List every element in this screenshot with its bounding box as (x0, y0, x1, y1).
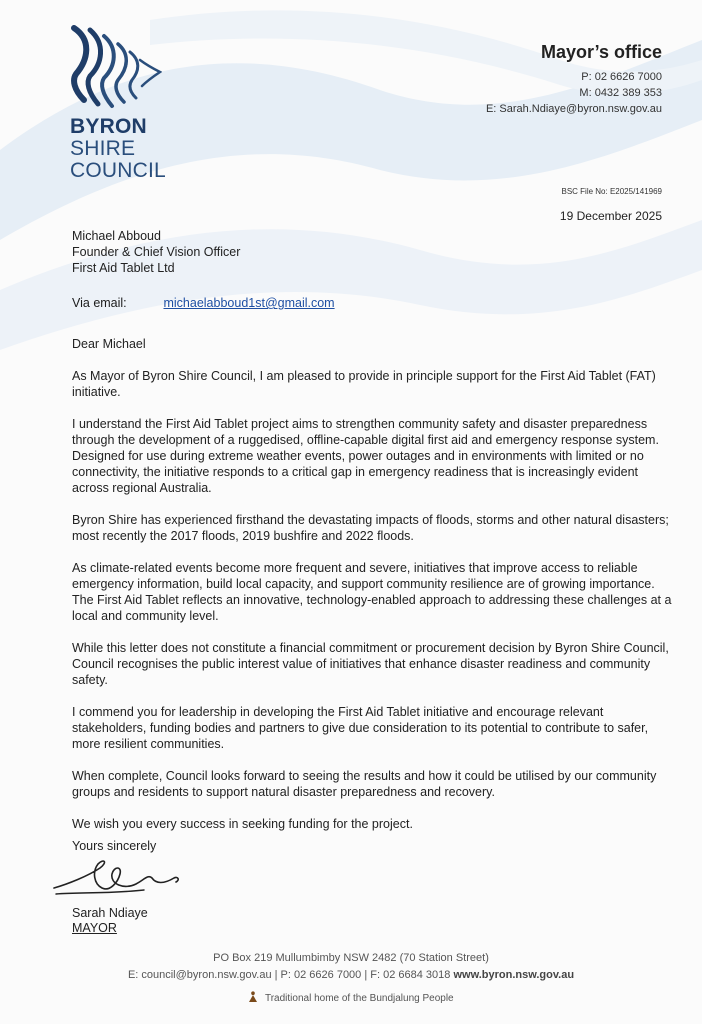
logo-line-1: BYRON (70, 115, 147, 138)
letter-date: 19 December 2025 (559, 209, 662, 223)
paragraph-6: I commend you for leadership in developing the First Aid Tablet initiative and encourage relevant stakeholders, funding bodies and partners to give due consideration to its potential to contribute to safer, more resilient communities. (72, 705, 649, 751)
footer-address: PO Box 219 Mullumbimby NSW 2482 (70 Station Street) (213, 952, 489, 964)
paragraph-2: I understand the First Aid Tablet project aims to strengthen community safety and disaster preparedness through the development of a ruggedised, offline-capable digital first aid and emergency response system. Designed for use during extreme weather events, power outages and in environments with limited or no connectivity, the initiative responds to a critical gap in emergency readiness that is increasingly evident across regional Australia. (72, 417, 659, 495)
footer-website-link[interactable]: www.byron.nsw.gov.au (453, 969, 575, 981)
signatory-name: Sarah Ndiaye (72, 906, 148, 920)
footer-acknowledgement-line (0, 991, 702, 1004)
paragraph-1: As Mayor of Byron Shire Council, I am pleased to provide in principle support for the First Aid Tablet (FAT) initiative. (72, 369, 656, 399)
office-title: Mayor’s office (540, 42, 662, 62)
paragraph-7: When complete, Council looks forward to seeing the results and how it could be utilised by our community groups and residents to support natural disaster preparedness and recovery. (72, 769, 657, 799)
logo-line-3: COUNCIL (70, 159, 166, 182)
logo-line-2: SHIRE (70, 137, 136, 160)
via-email-line (72, 296, 335, 310)
signatory-role: MAYOR (72, 921, 117, 935)
via-email-label: Via email: (72, 296, 127, 310)
recipient-company: First Aid Tablet Ltd (72, 261, 175, 275)
handwritten-signature-icon (48, 854, 188, 904)
letter-body (72, 336, 672, 848)
aboriginal-figure-icon (248, 991, 258, 1003)
office-mobile: M: 0432 389 353 (579, 87, 662, 99)
paragraph-4: As climate-related events become more frequent and severe, initiatives that improve access to reliable emergency information, build local capacity, and support community resilience are of growing importance. The First Aid Tablet reflects an innovative, technology-enabled approach to addressing these challenges at a local and community level. (72, 561, 672, 623)
byron-council-logo-icon (70, 24, 162, 116)
salutation: Dear Michael (72, 337, 146, 351)
recipient-address (72, 228, 240, 276)
council-logo-wordmark (70, 116, 166, 182)
closing: Yours sincerely (72, 839, 157, 853)
paragraph-8: We wish you every success in seeking funding for the project. (72, 817, 413, 831)
footer-acknowledgement: Traditional home of the Bundjalung People (264, 993, 454, 1004)
paragraph-3: Byron Shire has experienced firsthand the devastating impacts of floods, storms and other natural disasters; most recently the 2017 floods, 2019 bushfire and 2022 floods. (72, 513, 669, 543)
footer-contacts-line (0, 969, 702, 981)
recipient-email-link[interactable]: michaelabboud1st@gmail.com (163, 296, 335, 310)
signatory-block (72, 906, 148, 936)
footer-contacts: E: council@byron.nsw.gov.au | P: 02 6626 7000 | F: 02 6684 3018 (127, 969, 451, 981)
mayor-office-contact-block (486, 42, 662, 117)
recipient-name: Michael Abboud (72, 229, 161, 243)
file-number: BSC File No: E2025/141969 (561, 187, 662, 196)
paragraph-5: While this letter does not constitute a financial commitment or procurement decision by Byron Shire Council, Council recognises the public interest value of initiatives that enhance disaster readiness and community safety. (72, 641, 669, 687)
recipient-title: Founder & Chief Vision Officer (72, 245, 241, 259)
office-email: E: Sarah.Ndiaye@byron.nsw.gov.au (485, 103, 662, 115)
office-phone: P: 02 6626 7000 (581, 71, 662, 83)
